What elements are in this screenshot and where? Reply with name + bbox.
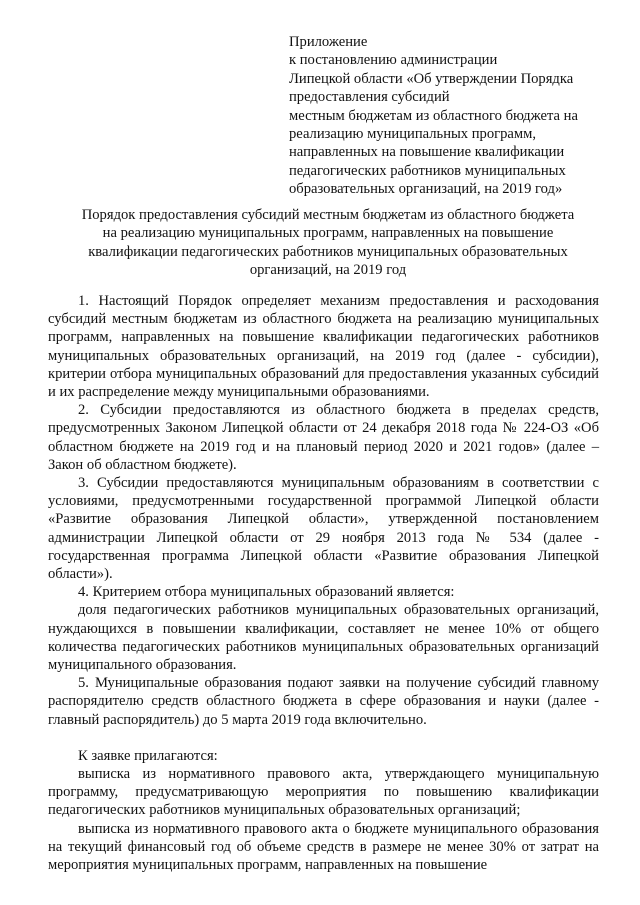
- paragraph-attachment-2: выписка из нормативного правового акта о бюджете муниципального образования на текущий финансовый год об объеме средств в размере не менее 30% от затрат на мероприятия муниципальных программ, направленных на повышение: [48, 820, 599, 874]
- paragraph-2: 2. Субсидии предоставляются из областного бюджета в пределах средств, предусмотренных Законом Липецкой области от 24 декабря 2018 года № 224-ОЗ «Об областном бюджете на 2019 год и на плановый период 2020 и 2021 годов» (далее – Закон об областном бюджете).: [48, 402, 599, 473]
- paragraph-attachment-1: выписка из нормативного правового акта, утверждающего муниципальную программу, предусматривающую мероприятия по повышению квалификации педагогических работников муниципальных образовательных организаций;: [48, 766, 599, 819]
- appendix-line: предоставления субсидий: [289, 89, 450, 106]
- appendix-line: реализацию муниципальных программ,: [289, 126, 537, 143]
- appendix-line: образовательных организаций, на 2019 год»: [289, 181, 563, 198]
- appendix-block: [289, 33, 609, 199]
- paragraph-4: 4. Критерием отбора муниципальных образований является:: [78, 584, 455, 601]
- document-title: [48, 206, 608, 280]
- appendix-line: Липецкой области «Об утверждении Порядка: [289, 70, 574, 87]
- title-line: на реализацию муниципальных программ, направленных на повышение: [102, 225, 554, 242]
- paragraph-5: 5. Муниципальные образования подают заявки на получение субсидий главному распорядителю средств областного бюджета в сфере образования и науки (далее - главный распорядитель) до 5 марта 2019 года включительно.: [48, 675, 599, 728]
- appendix-line: направленных на повышение квалификации: [289, 144, 565, 161]
- appendix-line: к постановлению администрации: [289, 52, 498, 69]
- document-body: [48, 292, 599, 874]
- paragraph-1: 1. Настоящий Порядок определяет механизм предоставления и расходования субсидий местным бюджетам из областного бюджета на реализацию муниципальных программ, направленных на повышение квалификации педагогических работников муниципальных образовательных организаций, на 2019 год (далее - субсидии), критерии отбора муниципальных образований для предоставления указанных субсидий и их распределение между муниципальными образованиями.: [48, 293, 599, 401]
- paragraph-3: 3. Субсидии предоставляются муниципальным образованиям в соответствии с условиями, предусмотренными государственной программой Липецкой области «Развитие образования Липецкой области», утвержденной постановлением администрации Липецкой области от 29 ноября 2013 года № 534 (далее - государственная программа Липецкой области «Развитие образования Липецкой области»).: [48, 475, 599, 583]
- appendix-line: местным бюджетам из областного бюджета на: [289, 107, 578, 124]
- title-line: квалификации педагогических работников муниципальных образовательных: [88, 243, 568, 260]
- title-line: организаций, на 2019 год: [249, 262, 407, 279]
- paragraph-4-criterion: доля педагогических работников муниципальных образовательных организаций, нуждающихся в повышении квалификации, составляет не менее 10% от общего количества педагогических работников муниципальных образовательных организаций муниципального образования.: [48, 602, 599, 674]
- appendix-line: педагогических работников муниципальных: [289, 162, 566, 179]
- appendix-line: Приложение: [289, 34, 368, 50]
- title-line: Порядок предоставления субсидий местным бюджетам из областного бюджета: [81, 207, 575, 223]
- paragraph-attachments: К заявке прилагаются:: [78, 747, 218, 764]
